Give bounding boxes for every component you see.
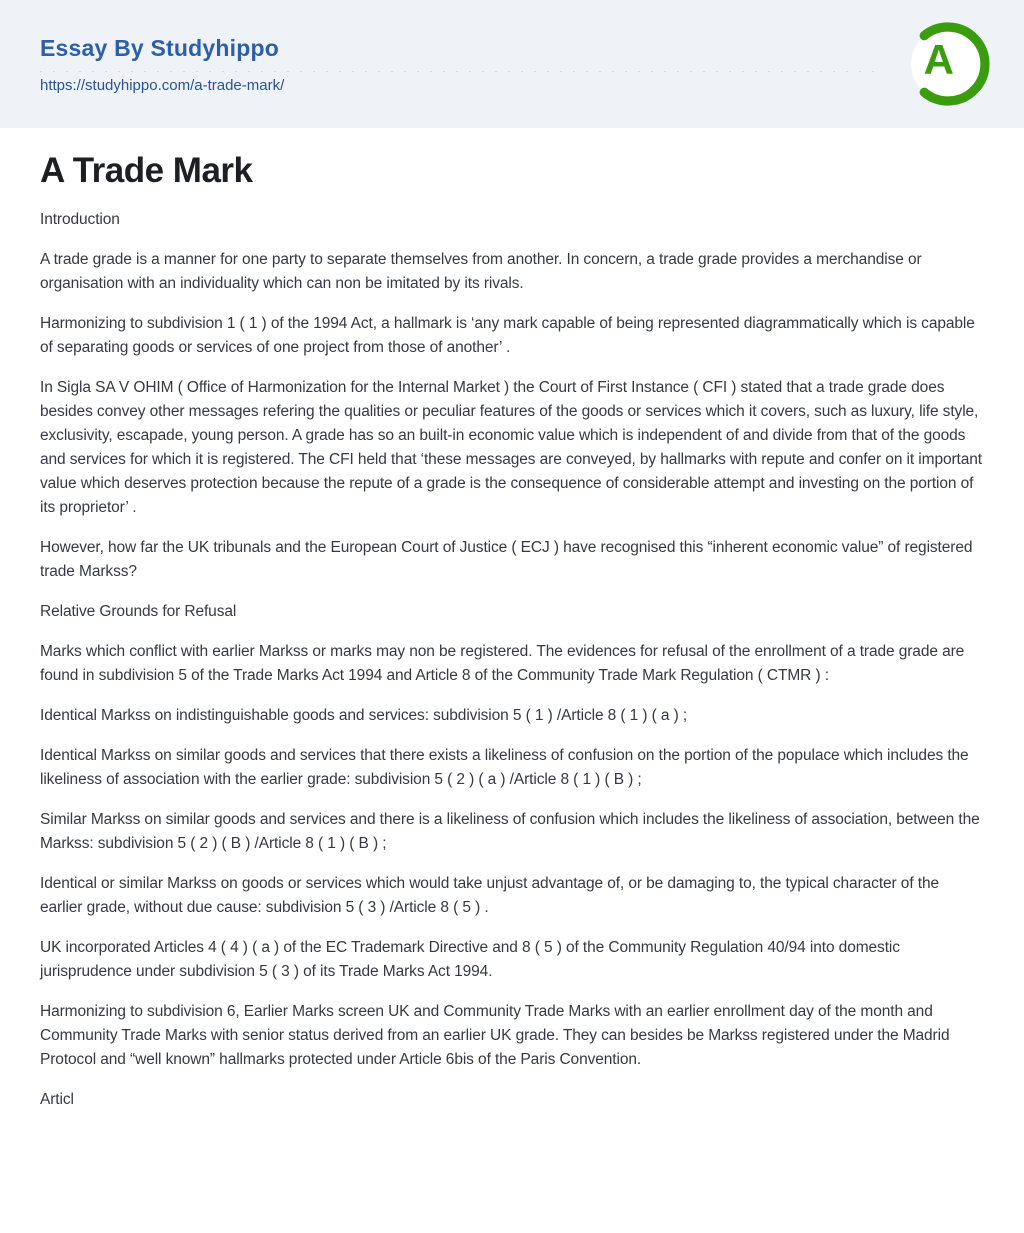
studyhippo-logo: [906, 22, 990, 106]
paragraph: Relative Grounds for Refusal: [40, 603, 237, 620]
site-title: Essay By Studyhippo: [40, 34, 279, 61]
page-url-link[interactable]: https://studyhippo.com/a-trade-mark/: [40, 76, 285, 94]
paragraph: Identical or similar Markss on goods or services which would take unjust advantage of, or be damaging to, the typical character of the earlier grade, without due cause: subdivision 5 ( 3 ) /Article 8 ( 5 ) .: [40, 875, 939, 916]
paragraph: Harmonizing to subdivision 6, Earlier Marks screen UK and Community Trade Marks with an earlier enrollment day of the month and Community Trade Marks with senior status derived from an earlier UK grade. They can besides be Markss registered under the Madrid Protocol and “well known” hallmarks protected under Article 6bis of the Paris Convention.: [40, 1003, 950, 1068]
header-text-block: [40, 34, 882, 95]
paragraph: Introduction: [40, 211, 120, 228]
dotted-separator: [40, 70, 882, 72]
article-title: A Trade Mark: [40, 151, 253, 190]
open-ring-logo-icon: [906, 22, 990, 106]
paragraph: Identical Markss on indistinguishable goods and services: subdivision 5 ( 1 ) /Article 8 ( 1 ) ( a ) ;: [40, 707, 688, 724]
paragraph: Identical Markss on similar goods and services that there exists a likeliness of confusion on the portion of the populace which includes the likeliness of association with the earlier grade: subdivision 5 ( 2 ) ( a ) /Article 8 ( 1 ) ( B ) ;: [40, 747, 969, 788]
paragraph: Similar Markss on similar goods and services and there is a likeliness of confusion which includes the likeliness of association, between the Markss: subdivision 5 ( 2 ) ( B ) /Article 8 ( 1 ) ( B ) ;: [40, 811, 980, 852]
paragraph: UK incorporated Articles 4 ( 4 ) ( a ) of the EC Trademark Directive and 8 ( 5 ) of the Community Regulation 40/94 into domestic jurisprudence under subdivision 5 ( 3 ) of its Trade Marks Act 1994.: [40, 939, 900, 980]
paragraph: However, how far the UK tribunals and the European Court of Justice ( ECJ ) have recognised this “inherent economic value” of registered trade Markss?: [40, 539, 973, 580]
logo-letter: A: [923, 36, 954, 84]
paragraph: In Sigla SA V OHIM ( Office of Harmonization for the Internal Market ) the Court of First Instance ( CFI ) stated that a trade grade does besides convey other messages refering the qualities or peculiar features of the goods or services which it covers, such as luxury, life style, exclusivity, escapade, young person. A grade has so an built-in economic value which is independent of and divide from that of the goods and services for which it is registered. The CFI held that ‘these messages are conveyed, by hallmarks with repute and confer on it important value which deserves protection because the repute of a grade is the consequence of considerable attempt and investing on the portion of its proprietor’ .: [40, 379, 983, 516]
paragraph: A trade grade is a manner for one party to separate themselves from another. In concern, a trade grade provides a merchandise or organisation with an individuality which can non be imitated by its rivals.: [40, 251, 922, 292]
paragraph: Marks which conflict with earlier Markss or marks may non be registered. The evidences for refusal of the enrollment of a trade grade are found in subdivision 5 of the Trade Marks Act 1994 and Article 8 of the Community Trade Mark Regulation ( CTMR ) :: [40, 643, 965, 684]
article-body: [40, 208, 984, 1112]
paragraph: Harmonizing to subdivision 1 ( 1 ) of the 1994 Act, a hallmark is ‘any mark capable of being represented diagrammatically which is capable of separating goods or services of one project from those of another’ .: [40, 315, 975, 356]
article: [0, 128, 1024, 1112]
site-header: [0, 0, 1024, 128]
paragraph: Articl: [40, 1091, 74, 1108]
